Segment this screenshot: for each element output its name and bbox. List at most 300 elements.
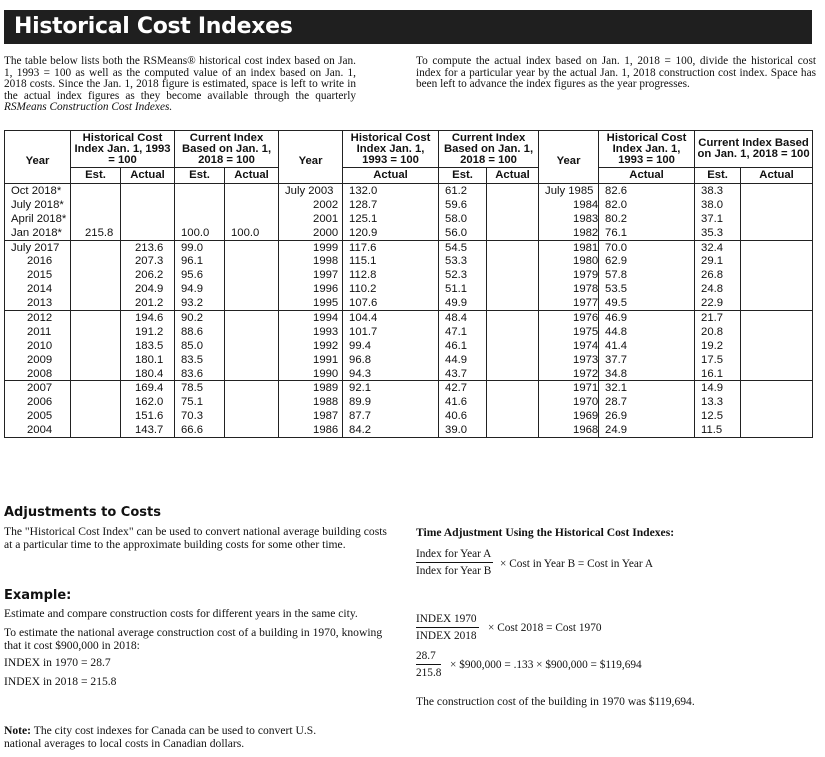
example-heading: Example: <box>4 588 72 603</box>
example-index-1970: INDEX in 1970 = 28.7 <box>4 656 111 669</box>
current-actual-cell <box>741 198 813 212</box>
current-est-cell: 38.3 <box>695 184 741 198</box>
year-cell: 1987 <box>279 409 343 423</box>
intro-right-paragraph: To compute the actual index based on Jan. 1, 2018 = 100, divide the historical cost index for a particular year by the actual Jan. 1, 2018 construction cost index. Space has been left to advance the index figures as the year progresses. <box>416 55 816 91</box>
historical-est-cell <box>71 325 121 339</box>
year-cell: Jan 2018* <box>5 226 71 240</box>
current-actual-cell <box>487 226 539 240</box>
year-cell: Oct 2018* <box>5 184 71 198</box>
fraction-denominator: INDEX 2018 <box>416 630 477 642</box>
year-cell: 1974 <box>539 339 599 353</box>
historical-est-cell <box>71 268 121 282</box>
current-actual-cell <box>225 395 279 409</box>
year-cell: 1971 <box>539 381 599 395</box>
historical-actual-cell: 94.3 <box>343 367 439 381</box>
intro-left-italic: RSMeans Construction Cost Indexes. <box>4 101 173 114</box>
historical-actual-cell <box>121 226 175 240</box>
year-cell: 1988 <box>279 395 343 409</box>
year-cell: 1995 <box>279 296 343 310</box>
table-row <box>5 212 813 226</box>
table-row <box>5 353 813 367</box>
current-est-cell: 21.7 <box>695 311 741 325</box>
current-est-cell: 49.9 <box>439 296 487 310</box>
current-est-cell: 40.6 <box>439 409 487 423</box>
year-cell: 1970 <box>539 395 599 409</box>
table-row <box>5 198 813 212</box>
historical-actual-cell: 37.7 <box>599 353 695 367</box>
historical-est-cell <box>71 367 121 381</box>
year-cell: 2010 <box>5 339 71 353</box>
historical-actual-cell: 87.7 <box>343 409 439 423</box>
historical-actual-cell: 92.1 <box>343 381 439 395</box>
note-text: The city cost indexes for Canada can be used to convert U.S. national averages to local costs in Canadian dollars. <box>4 724 317 750</box>
year-cell: 2015 <box>5 268 71 282</box>
year-cell: 1990 <box>279 367 343 381</box>
current-actual-cell <box>487 311 539 325</box>
current-actual-cell <box>741 268 813 282</box>
current-est-cell: 51.1 <box>439 282 487 296</box>
current-actual-cell <box>741 254 813 268</box>
current-est-cell: 66.6 <box>175 423 225 437</box>
current-est-cell: 14.9 <box>695 381 741 395</box>
example-index-2018: INDEX in 2018 = 215.8 <box>4 675 117 688</box>
historical-index-header: Historical Cost Index Jan. 1, 1993 = 100 <box>71 131 175 168</box>
current-est-cell: 16.1 <box>695 367 741 381</box>
current-actual-cell <box>487 353 539 367</box>
fraction-numerator: 28.7 <box>416 650 441 665</box>
example-formula-1: × Cost 2018 = Cost 1970 <box>488 622 602 634</box>
historical-est-cell <box>71 353 121 367</box>
historical-actual-cell: 162.0 <box>121 395 175 409</box>
current-est-cell: 90.2 <box>175 311 225 325</box>
historical-actual-cell: 104.4 <box>343 311 439 325</box>
est-header: Est. <box>71 168 121 184</box>
year-cell: 1999 <box>279 240 343 254</box>
current-est-cell: 78.5 <box>175 381 225 395</box>
year-cell: 1969 <box>539 409 599 423</box>
current-est-cell <box>175 212 225 226</box>
historical-est-cell <box>71 395 121 409</box>
year-cell: 1992 <box>279 339 343 353</box>
current-est-cell: 13.3 <box>695 395 741 409</box>
current-actual-cell <box>225 367 279 381</box>
current-est-cell: 41.6 <box>439 395 487 409</box>
current-actual-cell <box>741 282 813 296</box>
current-est-cell: 48.4 <box>439 311 487 325</box>
example-fraction-1 <box>416 613 479 642</box>
current-actual-cell <box>225 423 279 437</box>
current-actual-cell <box>225 254 279 268</box>
year-cell: 2012 <box>5 311 71 325</box>
year-cell: 2016 <box>5 254 71 268</box>
current-est-cell: 100.0 <box>175 226 225 240</box>
historical-actual-cell: 180.4 <box>121 367 175 381</box>
current-actual-cell <box>225 198 279 212</box>
table-body <box>5 184 813 438</box>
current-est-cell: 70.3 <box>175 409 225 423</box>
current-actual-cell <box>741 409 813 423</box>
example-formula-2: × $900,000 = .133 × $900,000 = $119,694 <box>450 659 642 671</box>
year-cell: 2011 <box>5 325 71 339</box>
historical-actual-cell: 107.6 <box>343 296 439 310</box>
year-cell: April 2018* <box>5 212 71 226</box>
historical-actual-cell: 213.6 <box>121 240 175 254</box>
current-est-cell: 85.0 <box>175 339 225 353</box>
year-cell: 2014 <box>5 282 71 296</box>
current-actual-cell <box>225 240 279 254</box>
intro-left-paragraph <box>4 56 356 114</box>
table-row <box>5 381 813 395</box>
historical-actual-cell: 110.2 <box>343 282 439 296</box>
historical-actual-cell: 169.4 <box>121 381 175 395</box>
year-cell: 2000 <box>279 226 343 240</box>
current-est-cell: 17.5 <box>695 353 741 367</box>
historical-est-cell <box>71 184 121 198</box>
current-actual-cell <box>741 353 813 367</box>
historical-actual-cell: 115.1 <box>343 254 439 268</box>
time-adjustment-fraction <box>416 548 493 577</box>
historical-cost-index-table <box>4 130 813 438</box>
historical-index-header: Historical Cost Index Jan. 1, 1993 = 100 <box>599 131 695 168</box>
historical-actual-cell: 132.0 <box>343 184 439 198</box>
historical-est-cell <box>71 423 121 437</box>
current-est-cell: 42.7 <box>439 381 487 395</box>
historical-actual-cell: 28.7 <box>599 395 695 409</box>
current-est-cell: 11.5 <box>695 423 741 437</box>
historical-est-cell <box>71 254 121 268</box>
table-row <box>5 240 813 254</box>
year-cell: 1980 <box>539 254 599 268</box>
current-actual-cell <box>487 268 539 282</box>
current-actual-cell <box>741 339 813 353</box>
current-actual-cell <box>225 268 279 282</box>
historical-actual-cell: 183.5 <box>121 339 175 353</box>
historical-actual-cell: 26.9 <box>599 409 695 423</box>
current-actual-cell <box>225 339 279 353</box>
current-est-cell: 52.3 <box>439 268 487 282</box>
example-conclusion: The construction cost of the building in 1970 was $119,694. <box>416 695 695 708</box>
actual-header: Actual <box>599 168 695 184</box>
current-actual-cell <box>487 339 539 353</box>
historical-actual-cell: 99.4 <box>343 339 439 353</box>
current-actual-cell <box>487 367 539 381</box>
actual-header: Actual <box>741 168 813 184</box>
current-actual-cell <box>741 184 813 198</box>
table-row <box>5 395 813 409</box>
year-cell: 2013 <box>5 296 71 310</box>
current-est-cell: 24.8 <box>695 282 741 296</box>
current-actual-cell <box>487 296 539 310</box>
year-cell: 2004 <box>5 423 71 437</box>
current-actual-cell <box>487 212 539 226</box>
current-actual-cell: 100.0 <box>225 226 279 240</box>
est-header: Est. <box>695 168 741 184</box>
year-cell: 1978 <box>539 282 599 296</box>
current-actual-cell <box>741 325 813 339</box>
intro-left-text: The table below lists both the RSMeans® historical cost index based on Jan. 1, 1993 = 100 as well as the computed value of an index based on Jan. 1, 2018 costs. Since the Jan. 1, 2018 figure is estimated, space is left to write in the actual index figures as they become available through the quarterly <box>4 55 356 102</box>
current-est-cell: 58.0 <box>439 212 487 226</box>
year-cell: 1982 <box>539 226 599 240</box>
note-label: Note: <box>4 724 32 737</box>
year-cell: 1973 <box>539 353 599 367</box>
historical-actual-cell: 70.0 <box>599 240 695 254</box>
current-est-cell: 43.7 <box>439 367 487 381</box>
example-line-1: Estimate and compare construction costs for different years in the same city. <box>4 607 358 620</box>
historical-actual-cell <box>121 198 175 212</box>
est-header: Est. <box>175 168 225 184</box>
table-row <box>5 367 813 381</box>
year-cell: 1981 <box>539 240 599 254</box>
current-est-cell: 99.0 <box>175 240 225 254</box>
current-actual-cell <box>741 240 813 254</box>
year-cell: July 2017 <box>5 240 71 254</box>
year-cell: 1983 <box>539 212 599 226</box>
table-row <box>5 409 813 423</box>
current-actual-cell <box>741 311 813 325</box>
current-est-cell: 39.0 <box>439 423 487 437</box>
historical-actual-cell: 128.7 <box>343 198 439 212</box>
current-est-cell: 35.3 <box>695 226 741 240</box>
historical-est-cell <box>71 198 121 212</box>
year-cell: 2008 <box>5 367 71 381</box>
historical-actual-cell: 44.8 <box>599 325 695 339</box>
current-actual-cell <box>741 226 813 240</box>
current-actual-cell <box>741 296 813 310</box>
historical-actual-cell: 46.9 <box>599 311 695 325</box>
year-cell: 1984 <box>539 198 599 212</box>
current-est-cell: 88.6 <box>175 325 225 339</box>
est-header: Est. <box>439 168 487 184</box>
actual-header: Actual <box>343 168 439 184</box>
historical-actual-cell: 117.6 <box>343 240 439 254</box>
current-actual-cell <box>487 198 539 212</box>
historical-actual-cell: 112.8 <box>343 268 439 282</box>
year-cell: 1976 <box>539 311 599 325</box>
historical-actual-cell: 32.1 <box>599 381 695 395</box>
year-cell: 1979 <box>539 268 599 282</box>
year-cell: 1998 <box>279 254 343 268</box>
year-cell: 1986 <box>279 423 343 437</box>
current-est-cell <box>175 184 225 198</box>
current-actual-cell <box>487 325 539 339</box>
historical-est-cell <box>71 212 121 226</box>
year-cell: 1989 <box>279 381 343 395</box>
historical-actual-cell: 80.2 <box>599 212 695 226</box>
year-header: Year <box>279 131 343 184</box>
historical-actual-cell: 34.8 <box>599 367 695 381</box>
historical-est-cell <box>71 311 121 325</box>
year-cell: July 2003 <box>279 184 343 198</box>
historical-actual-cell: 180.1 <box>121 353 175 367</box>
table-row <box>5 268 813 282</box>
year-header: Year <box>5 131 71 184</box>
current-actual-cell <box>487 240 539 254</box>
historical-actual-cell: 41.4 <box>599 339 695 353</box>
current-actual-cell <box>225 325 279 339</box>
historical-actual-cell <box>121 184 175 198</box>
current-est-cell: 38.0 <box>695 198 741 212</box>
page-title: Historical Cost Indexes <box>14 14 293 39</box>
historical-est-cell <box>71 409 121 423</box>
year-cell: 1975 <box>539 325 599 339</box>
year-cell: 1968 <box>539 423 599 437</box>
current-actual-cell <box>225 282 279 296</box>
historical-actual-cell: 191.2 <box>121 325 175 339</box>
adjustments-heading: Adjustments to Costs <box>4 505 161 520</box>
current-actual-cell <box>487 282 539 296</box>
current-est-cell: 59.6 <box>439 198 487 212</box>
historical-actual-cell: 82.0 <box>599 198 695 212</box>
current-index-header: Current Index Based on Jan. 1, 2018 = 100 <box>175 131 279 168</box>
current-actual-cell <box>487 409 539 423</box>
historical-actual-cell: 96.8 <box>343 353 439 367</box>
fraction-denominator: Index for Year B <box>416 565 492 577</box>
current-actual-cell <box>741 381 813 395</box>
current-est-cell: 12.5 <box>695 409 741 423</box>
historical-actual-cell: 62.9 <box>599 254 695 268</box>
year-cell: 2009 <box>5 353 71 367</box>
current-index-header: Current Index Based on Jan. 1, 2018 = 100 <box>695 131 813 168</box>
current-est-cell: 37.1 <box>695 212 741 226</box>
table-row <box>5 311 813 325</box>
current-est-cell: 83.6 <box>175 367 225 381</box>
fraction-numerator: INDEX 1970 <box>416 613 479 628</box>
current-actual-cell <box>225 353 279 367</box>
current-est-cell: 56.0 <box>439 226 487 240</box>
current-est-cell: 22.9 <box>695 296 741 310</box>
current-actual-cell <box>741 423 813 437</box>
current-actual-cell <box>225 184 279 198</box>
historical-actual-cell: 206.2 <box>121 268 175 282</box>
historical-actual-cell: 143.7 <box>121 423 175 437</box>
current-actual-cell <box>487 423 539 437</box>
historical-actual-cell: 207.3 <box>121 254 175 268</box>
current-est-cell <box>175 198 225 212</box>
current-est-cell: 19.2 <box>695 339 741 353</box>
historical-actual-cell: 89.9 <box>343 395 439 409</box>
historical-actual-cell: 194.6 <box>121 311 175 325</box>
year-cell: 1994 <box>279 311 343 325</box>
current-est-cell: 93.2 <box>175 296 225 310</box>
current-actual-cell <box>487 184 539 198</box>
current-est-cell: 26.8 <box>695 268 741 282</box>
current-est-cell: 54.5 <box>439 240 487 254</box>
year-cell: 2005 <box>5 409 71 423</box>
current-est-cell: 32.4 <box>695 240 741 254</box>
year-cell: 1991 <box>279 353 343 367</box>
fraction-denominator: 215.8 <box>416 667 442 679</box>
current-actual-cell <box>225 311 279 325</box>
current-est-cell: 29.1 <box>695 254 741 268</box>
current-actual-cell <box>741 395 813 409</box>
historical-actual-cell: 125.1 <box>343 212 439 226</box>
example-fraction-2 <box>416 650 441 679</box>
current-index-header: Current Index Based on Jan. 1, 2018 = 100 <box>439 131 539 168</box>
current-est-cell: 47.1 <box>439 325 487 339</box>
historical-actual-cell: 76.1 <box>599 226 695 240</box>
historical-actual-cell: 204.9 <box>121 282 175 296</box>
historical-actual-cell: 201.2 <box>121 296 175 310</box>
actual-header: Actual <box>487 168 539 184</box>
historical-est-cell <box>71 381 121 395</box>
table-row <box>5 184 813 198</box>
table-row <box>5 423 813 437</box>
historical-index-header: Historical Cost Index Jan. 1, 1993 = 100 <box>343 131 439 168</box>
current-est-cell: 44.9 <box>439 353 487 367</box>
current-actual-cell <box>225 212 279 226</box>
historical-actual-cell: 82.6 <box>599 184 695 198</box>
historical-actual-cell: 101.7 <box>343 325 439 339</box>
current-est-cell: 94.9 <box>175 282 225 296</box>
current-actual-cell <box>487 254 539 268</box>
historical-actual-cell: 49.5 <box>599 296 695 310</box>
historical-est-cell: 215.8 <box>71 226 121 240</box>
current-est-cell: 46.1 <box>439 339 487 353</box>
historical-est-cell <box>71 282 121 296</box>
table-row <box>5 254 813 268</box>
fraction-numerator: Index for Year A <box>416 548 493 563</box>
current-actual-cell <box>487 381 539 395</box>
note <box>4 725 324 750</box>
current-est-cell: 83.5 <box>175 353 225 367</box>
current-actual-cell <box>487 395 539 409</box>
historical-est-cell <box>71 296 121 310</box>
table-row <box>5 296 813 310</box>
historical-est-cell <box>71 339 121 353</box>
year-cell: July 2018* <box>5 198 71 212</box>
current-actual-cell <box>741 367 813 381</box>
actual-header: Actual <box>225 168 279 184</box>
table-row <box>5 226 813 240</box>
current-est-cell: 61.2 <box>439 184 487 198</box>
year-cell: 2007 <box>5 381 71 395</box>
historical-actual-cell: 53.5 <box>599 282 695 296</box>
time-adjustment-formula: × Cost in Year B = Cost in Year A <box>500 558 654 570</box>
year-cell: 2002 <box>279 198 343 212</box>
current-actual-cell <box>225 381 279 395</box>
year-header: Year <box>539 131 599 184</box>
year-cell: 1972 <box>539 367 599 381</box>
year-cell: 1977 <box>539 296 599 310</box>
adjustments-text: The "Historical Cost Index" can be used to convert national average building costs at a particular time to the approximate building costs for some other time. <box>4 525 387 551</box>
table-row <box>5 339 813 353</box>
time-adjustment-heading: Time Adjustment Using the Historical Cost Indexes: <box>416 526 675 539</box>
historical-actual-cell: 84.2 <box>343 423 439 437</box>
example-line-2: To estimate the national average construction cost of a building in 1970, knowing that it cost $900,000 in 2018: <box>4 626 383 652</box>
current-est-cell: 95.6 <box>175 268 225 282</box>
historical-actual-cell: 24.9 <box>599 423 695 437</box>
current-actual-cell <box>225 409 279 423</box>
current-est-cell: 75.1 <box>175 395 225 409</box>
current-est-cell: 53.3 <box>439 254 487 268</box>
historical-actual-cell <box>121 212 175 226</box>
current-est-cell: 96.1 <box>175 254 225 268</box>
year-cell: July 1985 <box>539 184 599 198</box>
year-cell: 1996 <box>279 282 343 296</box>
year-cell: 2006 <box>5 395 71 409</box>
historical-actual-cell: 151.6 <box>121 409 175 423</box>
current-actual-cell <box>225 296 279 310</box>
table-row <box>5 325 813 339</box>
year-cell: 1993 <box>279 325 343 339</box>
current-est-cell: 20.8 <box>695 325 741 339</box>
year-cell: 2001 <box>279 212 343 226</box>
table-row <box>5 282 813 296</box>
historical-est-cell <box>71 240 121 254</box>
current-actual-cell <box>741 212 813 226</box>
historical-actual-cell: 120.9 <box>343 226 439 240</box>
historical-actual-cell: 57.8 <box>599 268 695 282</box>
